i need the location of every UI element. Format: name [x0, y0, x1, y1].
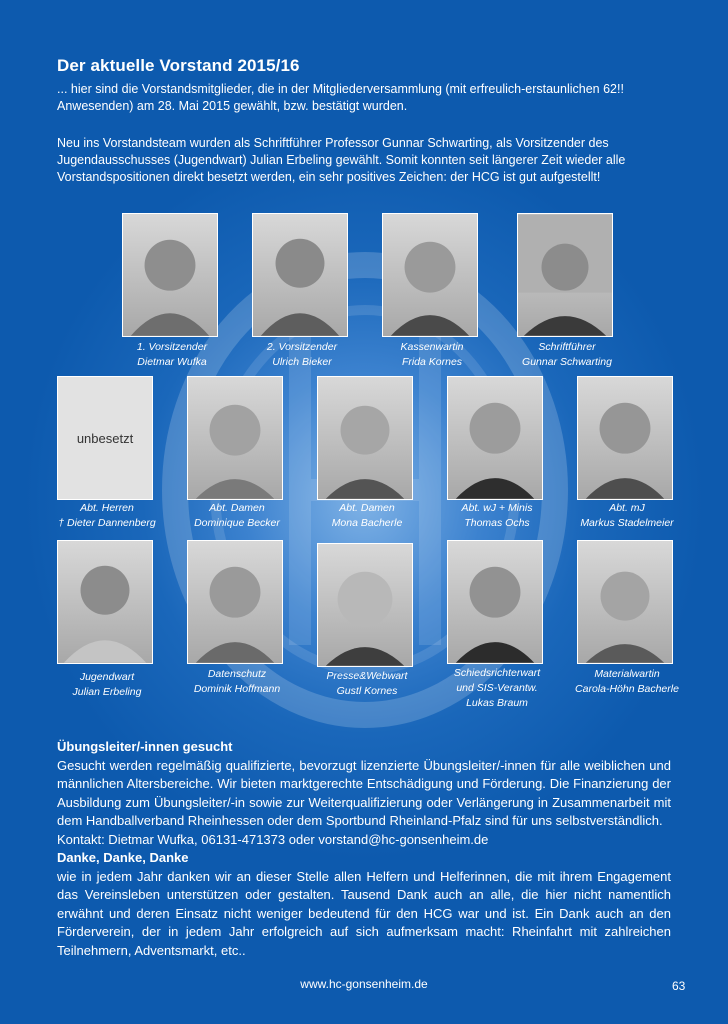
intro-text: ... hier sind die Vorstandsmitglieder, die in der Mitgliederversammlung (mit erfreulich-erstaunlichen 62!! Anwesenden) am 28. Mai 2015 gewählt, bzw. bestätigt wurden.: [57, 82, 624, 113]
news-text: Neu ins Vorstandsteam wurden als Schriftführer Professor Gunnar Schwarting, als Vorsitzender des Jugendausschusses (Jugendwart) Julian Erbeling gewählt. Somit konnten seit längerer Zeit wieder alle Vorstandspositionen direkt besetzt werden, ein sehr positives Zeichen: der HCG ist gut aufgestellt!: [57, 136, 626, 184]
photo-gunnar-schwarting: [517, 213, 613, 337]
trainers-heading: Übungsleiter/-innen gesucht: [57, 739, 233, 754]
caption-member-6: [167, 501, 307, 531]
caption-member-5: [37, 501, 177, 531]
member-name: Gustl Kornes: [336, 685, 398, 697]
member-name: Thomas Ochs: [464, 517, 530, 529]
thanks-body: wie in jedem Jahr danken wir an dieser Stelle allen Helfern und Helferinnen, die mit ihrem Engagement das Vereinsleben unterstützen oder gestalten. Tausend Dank auch an alle, die hier nicht namentlich erwähnt und deren Einsatz nicht weniger bedeutend für den HCG war und ist. Ein Dank auch an den Förderverein, der in jedem Jahr erfolgreich auf sich aufmerksam macht: Rheinfahrt mit zahlreichen Teilnehmern, Adventsmarkt, etc..: [57, 868, 671, 958]
member-role: Abt. mJ: [609, 502, 645, 514]
member-role: Presse&Webwart: [326, 670, 408, 682]
member-role: Abt. Damen: [339, 502, 395, 514]
page-number: 63: [672, 979, 686, 993]
member-name: Dominik Hoffmann: [193, 683, 281, 695]
caption-member-2: [232, 340, 372, 370]
thanks-heading: Danke, Danke, Danke: [57, 850, 189, 865]
photo-ulrich-bieker: [252, 213, 348, 337]
photo-thomas-ochs: [447, 376, 543, 500]
member-name: Carola-Höhn Bacherle: [575, 683, 679, 695]
photo-dominik-hoffmann: [187, 540, 283, 664]
member-name: Gunnar Schwarting: [522, 356, 612, 368]
member-role: Datenschutz: [207, 668, 267, 680]
member-name: † Dieter Dannenberg: [58, 517, 156, 529]
caption-member-4: [497, 340, 637, 370]
member-role: Abt. wJ + Minis: [461, 502, 533, 514]
member-role: Jugendwart: [79, 671, 135, 683]
member-name: Mona Bacherle: [331, 517, 403, 529]
caption-member-9: [557, 501, 697, 531]
member-role: Abt. Herren: [80, 502, 134, 514]
member-role: Materialwartin: [594, 668, 660, 680]
member-name: Dietmar Wufka: [137, 356, 207, 368]
photo-dominique-becker: [187, 376, 283, 500]
member-role: Abt. Damen: [209, 502, 265, 514]
page-title: Der aktuelle Vorstand 2015/16: [57, 56, 300, 75]
member-role: 2. Vorsitzender: [266, 341, 338, 353]
member-name: Lukas Braum: [466, 697, 528, 709]
caption-member-1: [102, 340, 242, 370]
caption-member-13: [427, 666, 567, 711]
caption-member-7: [297, 501, 437, 531]
trainers-contact: Kontakt: Dietmar Wufka, 06131-471373 oder vorstand@hc-gonsenheim.de: [57, 831, 489, 847]
footer-url[interactable]: www.hc-gonsenheim.de: [300, 977, 428, 991]
photo-dietmar-wufka: [122, 213, 218, 337]
member-name: Julian Erbeling: [72, 686, 142, 698]
member-role: 1. Vorsitzender: [136, 341, 208, 353]
member-role-2: und SIS-Verantw.: [456, 682, 538, 694]
photo-mona-bacherle: [317, 376, 413, 500]
photo-lukas-braum: [447, 540, 543, 664]
member-role: Kassenwartin: [400, 341, 464, 353]
member-role: Schiedsrichterwart: [453, 667, 541, 679]
caption-member-3: [362, 340, 502, 370]
photo-gustl-kornes: [317, 543, 413, 667]
photo-vacant: unbesetzt: [57, 376, 153, 500]
trainers-section: [57, 738, 671, 960]
caption-member-10: [37, 670, 177, 700]
caption-member-12: [297, 669, 437, 699]
member-name: Frida Kornes: [401, 356, 463, 368]
caption-member-11: [167, 667, 307, 697]
member-name: Dominique Becker: [194, 517, 280, 529]
member-name: Markus Stadelmeier: [580, 517, 674, 529]
photo-julian-erbeling: [57, 540, 153, 664]
member-name: Ulrich Bieker: [272, 356, 332, 368]
member-role: Schriftführer: [538, 341, 596, 353]
photo-markus-stadelmeier: [577, 376, 673, 500]
caption-member-8: [427, 501, 567, 531]
photo-frida-kornes: [382, 213, 478, 337]
caption-member-14: [557, 667, 697, 697]
trainers-body: Gesucht werden regelmäßig qualifizierte, bevorzugt lizenzierte Übungsleiter/-innen für alle weiblichen und männlichen Altersbereiche. Wir bieten marktgerechte Entschädigung und Förderung. Die Finanzierung der Ausbildung zum Übungsleiter/-in sowie zur Weiterqualifizierung oder Verlängerung in Zusammenarbeit mit dem Handballverband Rheinhessen oder dem Sportbund Rheinland-Pfalz sind für uns selbstverständlich.: [57, 757, 671, 828]
photo-carola-hoehn-bacherle: [577, 540, 673, 664]
